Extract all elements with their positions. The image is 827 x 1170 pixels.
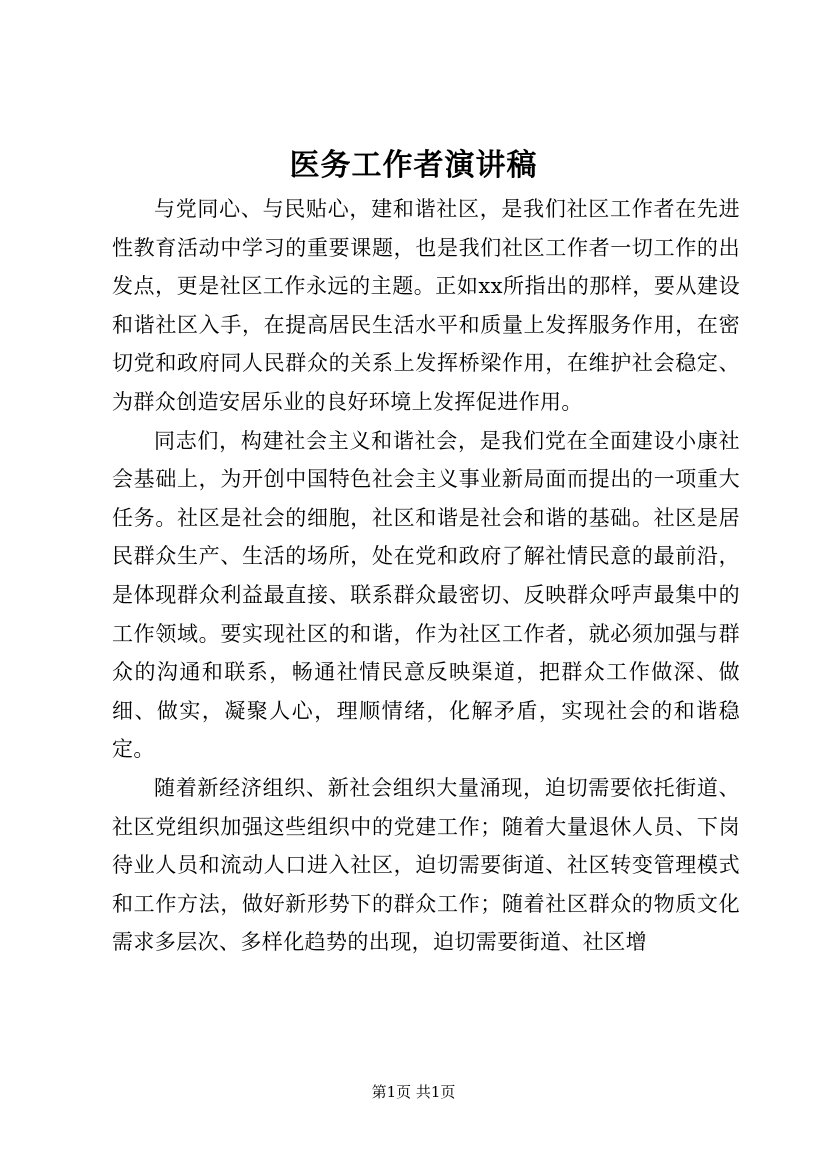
paragraph-1: 与党同心、与民贴心，建和谐社区，是我们社区工作者在先进性教育活动中学习的重要课题，也是我们社区工作者一切工作的出发点，更是社区工作永远的主题。正如xx所指出的那样，要从建设和谐社区入手，在提高居民生活水平和质量上发挥服务作用，在密切党和政府同人民群众的关系上发挥桥梁作用，在维护社会稳定、为群众创造安居乐业的良好环境上发挥促进作用。 (112, 197, 740, 414)
page-number-footer: 第1页 共1页 (371, 1083, 456, 1101)
paragraph-3: 随着新经济组织、新社会组织大量涌现，迫切需要依托街道、社区党组织加强这些组织中的党建工作；随着大量退休人员、下岗待业人员和流动人口进入社区，迫切需要街道、社区转变管理模式和工作方法，做好新形势下的群众工作；随着社区群众的物质文化需求多层次、多样化趋势的出现，迫切需要街道、社区增 (112, 775, 740, 955)
paragraph-2: 同志们，构建社会主义和谐社会，是我们党在全面建设小康社会基础上，为开创中国特色社会主义事业新局面而提出的一项重大任务。社区是社会的细胞，社区和谐是社会和谐的基础。社区是居民群众生产、生活的场所，处在党和政府了解社情民意的最前沿，是体现群众利益最直接、联系群众最密切、反映群众呼声最集中的工作领域。要实现社区的和谐，作为社区工作者，就必须加强与群众的沟通和联系，畅通社情民意反映渠道，把群众工作做深、做细、做实，凝聚人心，理顺情绪，化解矛盾，实现社会的和谐稳定。 (112, 428, 740, 762)
document-title: 医务工作者演讲稿 (289, 148, 538, 183)
document-body (112, 190, 740, 962)
